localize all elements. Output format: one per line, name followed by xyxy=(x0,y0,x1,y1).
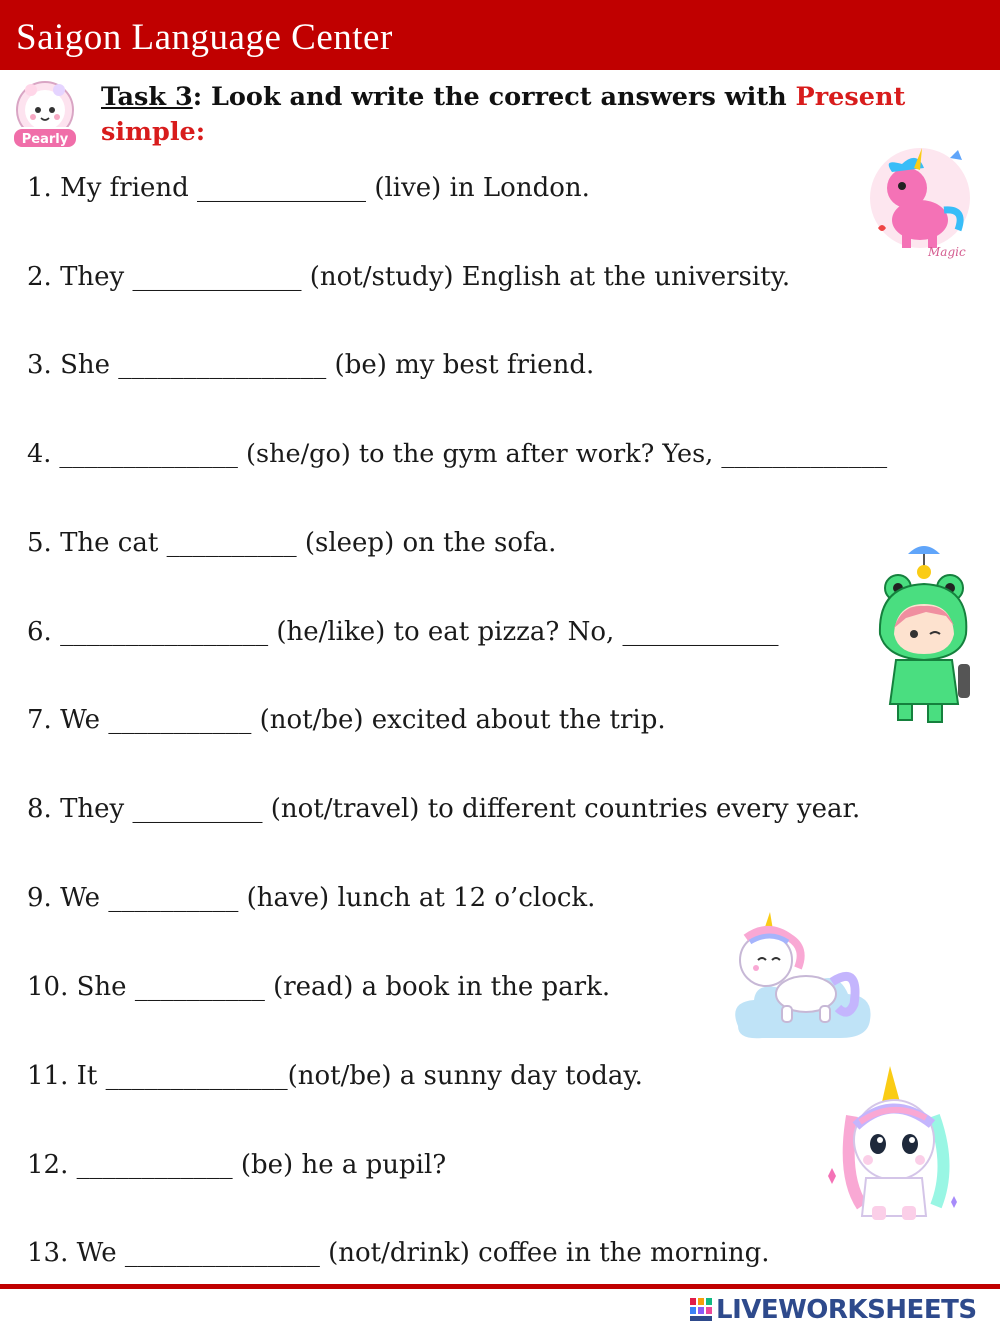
task-label: Task 3 xyxy=(101,82,193,112)
footer-divider xyxy=(0,1284,1000,1289)
question-12[interactable]: 12. ____________ (be) he a pupil? xyxy=(27,1150,447,1180)
pink-pony-illustration xyxy=(862,138,974,262)
question-4[interactable]: 4. ______________ (she/go) to the gym after work? Yes, _____________ xyxy=(27,439,888,469)
question-5[interactable]: 5. The cat __________ (sleep) on the sofa. xyxy=(27,528,557,558)
question-2[interactable]: 2. They _____________ (not/study) English at the university. xyxy=(27,262,791,292)
question-7[interactable]: 7. We ___________ (not/be) excited about the trip. xyxy=(27,705,666,735)
pearly-logo xyxy=(7,78,83,152)
logo-text: Pearly xyxy=(21,132,69,147)
question-9[interactable]: 9. We __________ (have) lunch at 12 o’clock. xyxy=(27,883,596,913)
question-11[interactable]: 11. It ______________(not/be) a sunny day today. xyxy=(27,1061,643,1091)
header-title: Saigon Language Center xyxy=(16,17,393,58)
question-13[interactable]: 13. We _______________ (not/drink) coffee in the morning. xyxy=(27,1238,770,1268)
task-text: : Look and write the correct answers with xyxy=(192,82,796,112)
question-8[interactable]: 8. They __________ (not/travel) to different countries every year. xyxy=(27,794,861,824)
brand-text: LIVEWORKSHEETS xyxy=(716,1295,977,1325)
task-instruction xyxy=(101,80,981,150)
magic-label: Magic xyxy=(928,245,966,259)
question-3[interactable]: 3. She ________________ (be) my best friend. xyxy=(27,350,595,380)
task-highlight: Present simple: xyxy=(101,82,906,147)
frog-girl-illustration xyxy=(866,538,976,728)
header-bar xyxy=(0,0,1000,70)
question-10[interactable]: 10. She __________ (read) a book in the park. xyxy=(27,972,611,1002)
unicorn-sitting-illustration xyxy=(822,1056,972,1228)
question-6[interactable]: 6. ________________ (he/like) to eat pizza? No, ____________ xyxy=(27,617,779,647)
unicorn-cloud-illustration xyxy=(728,908,878,1056)
question-1[interactable]: 1. My friend _____________ (live) in London. xyxy=(27,173,590,203)
liveworksheets-icon xyxy=(690,1298,712,1322)
liveworksheets-brand[interactable] xyxy=(690,1293,977,1327)
